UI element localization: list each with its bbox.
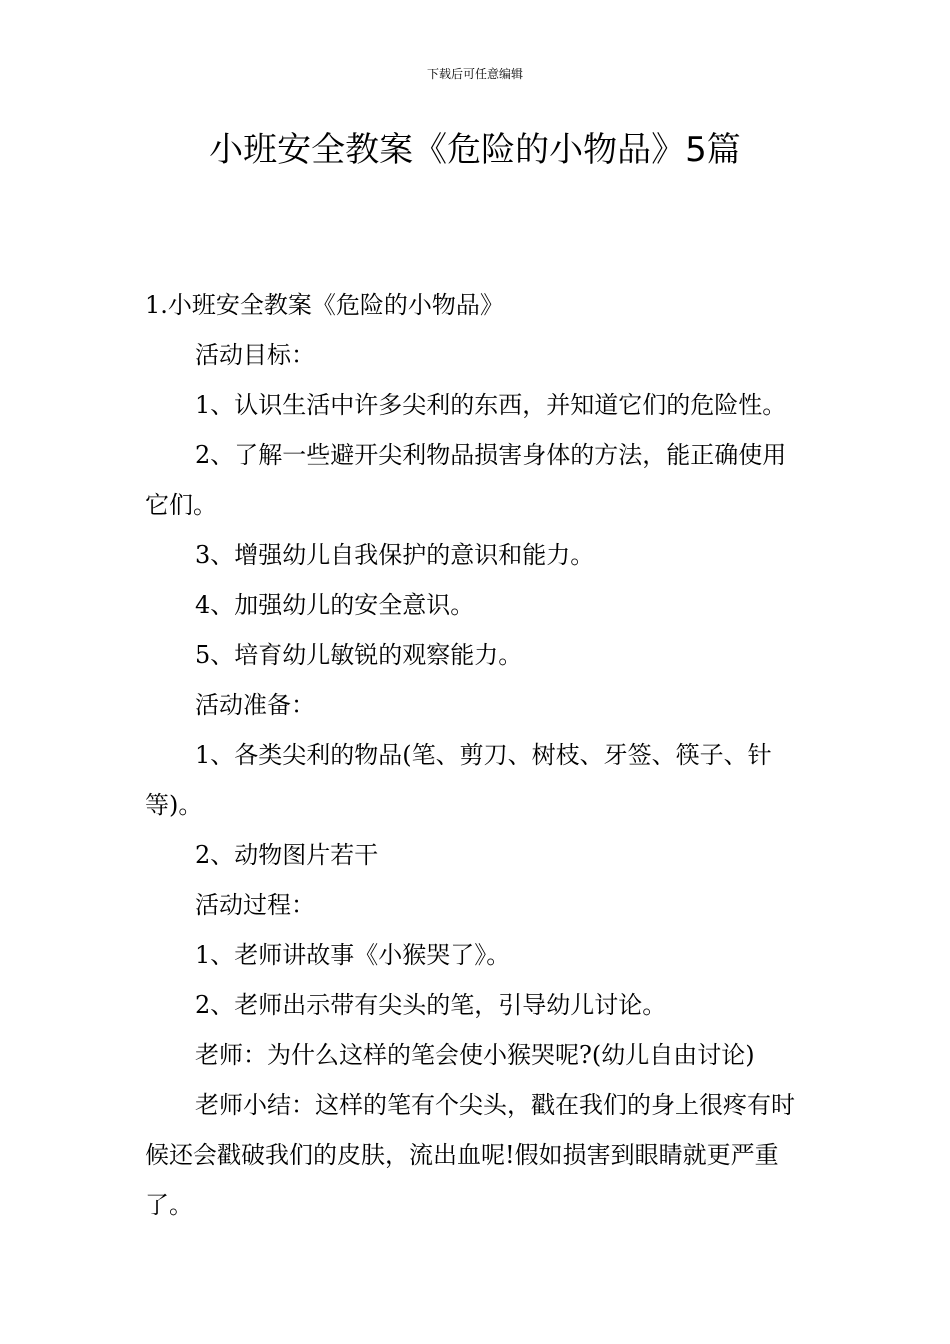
paragraph: 1、老师讲故事《小猴哭了》。 <box>195 941 511 969</box>
section-heading: 1.小班安全教案《危险的小物品》 <box>145 291 504 319</box>
paragraph: 2、了解一些避开尖利物品损害身体的方法，能正确使用它们。 <box>145 441 787 519</box>
header-note: 下载后可任意编辑 <box>426 67 523 81</box>
document-title: 小班安全教案《危险的小物品》5篇 <box>209 130 741 170</box>
paragraph: 1、各类尖利的物品(笔、剪刀、树枝、牙签、筷子、针等)。 <box>145 741 772 819</box>
subheading-preparation: 活动准备： <box>195 691 315 719</box>
document-body <box>145 280 810 1230</box>
paragraph: 1、认识生活中许多尖利的东西，并知道它们的危险性。 <box>195 391 787 419</box>
paragraph: 老师：为什么这样的笔会使小猴哭呢?(幼儿自由讨论) <box>195 1041 755 1069</box>
paragraph: 2、动物图片若干 <box>195 841 379 869</box>
paragraph: 2、老师出示带有尖头的笔，引导幼儿讨论。 <box>195 991 667 1019</box>
paragraph: 4、加强幼儿的安全意识。 <box>195 591 475 619</box>
paragraph: 3、增强幼儿自我保护的意识和能力。 <box>195 541 595 569</box>
paragraph: 老师小结：这样的笔有个尖头，戳在我们的身上很疼有时候还会戳破我们的皮肤，流出血呢!假如损害到眼睛就更严重了。 <box>145 1091 795 1219</box>
paragraph: 5、培育幼儿敏锐的观察能力。 <box>195 641 523 669</box>
subheading-process: 活动过程： <box>195 891 315 919</box>
subheading-goals: 活动目标： <box>195 341 315 369</box>
